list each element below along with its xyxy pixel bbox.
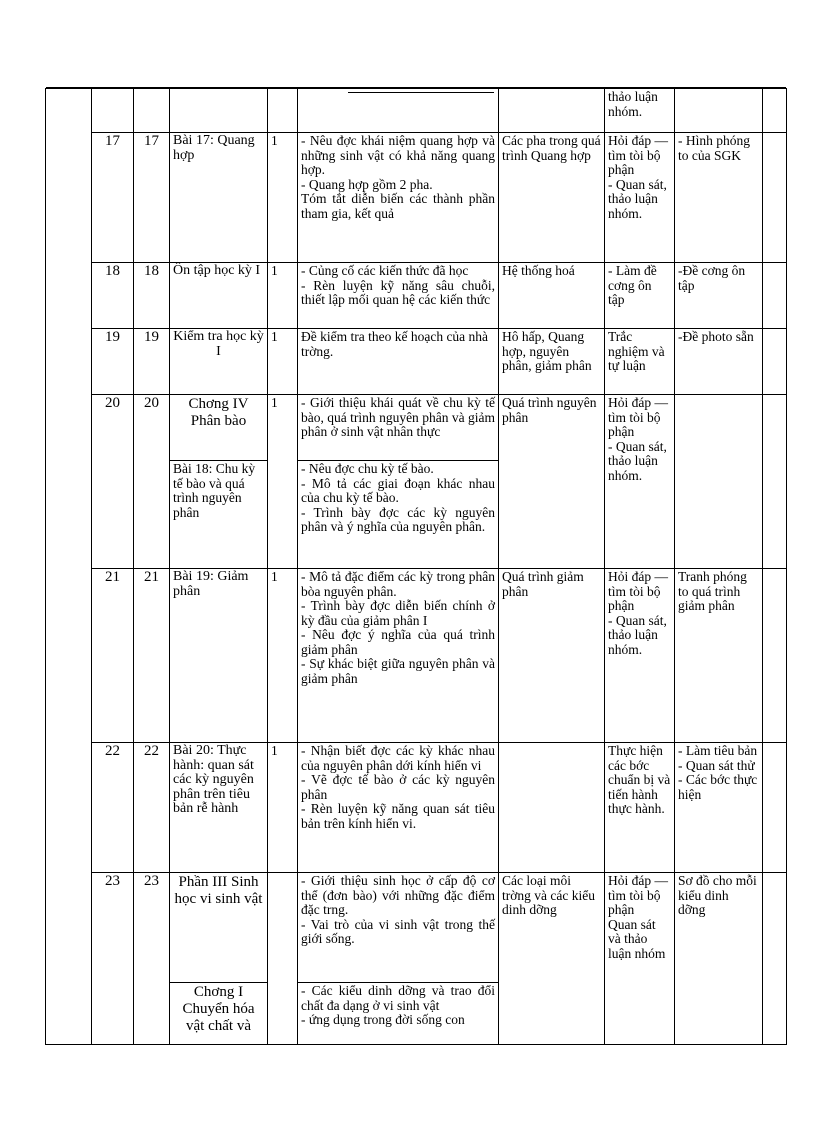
chapter-title: Chơng I Chuyển hóa vật chất và — [170, 983, 268, 1045]
materials-text: -Đề photo sẵn — [675, 329, 763, 395]
notes-cell — [763, 263, 787, 329]
week-number: 21 — [92, 569, 134, 743]
goal-line: - Củng cố các kiến thức đã học — [301, 263, 469, 278]
materials-cell — [675, 89, 763, 133]
goal-line: - Quang hợp gồm 2 pha. — [301, 176, 433, 192]
methods-cell — [605, 873, 675, 1045]
table-row — [46, 743, 787, 873]
focus-cell — [499, 89, 605, 133]
goal-line: - Giới thiệu khái quát về chu kỳ tế bào, quá trình nguyên phân và giảm phân ở sinh vật nhân thực — [301, 395, 495, 439]
goals-cell — [298, 263, 499, 329]
methods-line: - Quan sát, thảo luận nhóm. — [608, 176, 667, 221]
goal-line: - Giới thiệu sinh học ở cấp độ cơ thể (đơn bào) với những đặc điểm đặc trng. — [301, 873, 495, 917]
focus-text: Quá trình giảm phân — [499, 569, 605, 743]
materials-cell — [675, 743, 763, 873]
materials-text — [675, 395, 763, 569]
lesson-cell — [134, 89, 170, 133]
lesson-number: 18 — [134, 263, 170, 329]
notes-cell — [763, 89, 787, 133]
hours-value: 1 — [268, 263, 298, 329]
table-row — [46, 395, 787, 461]
chapter-title: Chơng IV Phân bào — [170, 395, 268, 461]
methods-line: Hỏi đáp — tìm tòi bộ phận — [608, 133, 668, 177]
methods-line: - Làm đề cơng ôn tập — [608, 263, 657, 307]
methods-cell — [605, 395, 675, 569]
goals-cell — [298, 133, 499, 263]
table-row — [46, 89, 787, 133]
goal-line: - Trình bày đợc các kỳ nguyên phân và ý nghĩa của nguyên phân. — [301, 504, 495, 534]
methods-cell — [605, 263, 675, 329]
goals-cell — [298, 569, 499, 743]
methods-cell — [605, 329, 675, 395]
goal-line: - Rèn luyện kỹ năng sâu chuỗi, thiết lập mối quan hệ các kiến thức — [301, 277, 495, 307]
goals-cell — [298, 983, 499, 1045]
goal-line: - Mô tả các giai đoạn khác nhau của chu kỳ tế bào. — [301, 475, 495, 505]
hours-value: 1 — [268, 329, 298, 395]
focus-text: Hệ thống hoá — [499, 263, 605, 329]
notes-cell — [763, 743, 787, 873]
table-row — [46, 133, 787, 263]
goal-line: - Các kiểu dinh dỡng và trao đổi chất đa dạng ở vi sinh vật — [301, 983, 495, 1013]
focus-text: Hô hấp, Quang hợp, nguyên phân, giảm phân — [499, 329, 605, 395]
goals-cell — [298, 395, 499, 461]
lesson-number: 22 — [134, 743, 170, 873]
lesson-number: 17 — [134, 133, 170, 263]
materials-text: - Hình phóng to của SGK — [675, 133, 763, 263]
goals-cell — [298, 743, 499, 873]
methods-line: Trắc nghiệm và tự luận — [608, 329, 665, 373]
focus-text — [499, 743, 605, 873]
lesson-number: 20 — [134, 395, 170, 569]
goal-line: Tóm tắt diễn biến các thành phần tham gia, kết quả — [301, 191, 495, 221]
notes-cell — [763, 329, 787, 395]
lesson-number: 19 — [134, 329, 170, 395]
methods-cell — [605, 569, 675, 743]
goal-line: - Sự khác biệt giữa nguyên phân và giảm phân — [301, 656, 495, 686]
goals-cell — [298, 461, 499, 569]
methods-line: Quan sát và thảo luận nhóm — [608, 916, 666, 961]
materials-line: - Làm tiêu bản — [678, 743, 758, 758]
hours-value: 1 — [268, 569, 298, 743]
goal-line: - Vẽ đợc tế bào ở các kỳ nguyên phân — [301, 772, 495, 802]
week-number: 22 — [92, 743, 134, 873]
week-number: 17 — [92, 133, 134, 263]
goal-line: - Mô tả đặc điểm các kỳ trong phân bòa nguyên phân. — [301, 569, 495, 599]
methods-line: thảo luận — [608, 89, 658, 104]
methods-cell — [605, 89, 675, 133]
goal-line: - Nêu đợc chu kỳ tế bào. — [301, 461, 434, 476]
week-number: 19 — [92, 329, 134, 395]
lesson-title: Bài 19: Giảm phân — [170, 569, 268, 743]
hours-cell — [268, 89, 298, 133]
methods-line: - Quan sát, thảo luận nhóm. — [608, 438, 667, 483]
table-row — [46, 873, 787, 983]
hours-value: 1 — [268, 743, 298, 873]
methods-cell — [605, 743, 675, 873]
notes-cell — [763, 873, 787, 1045]
methods-line: Thực hiện các bớc chuẩn bị và tiến hành thực hành. — [608, 743, 671, 816]
week-number: 23 — [92, 873, 134, 1045]
lesson-title: Bài 18: Chu kỳ tế bào và quá trình nguyên phân — [170, 461, 268, 569]
lesson-number: 23 — [134, 873, 170, 1045]
margin-cell — [46, 89, 92, 1045]
part-title: Phần III Sinh học vi sinh vật — [170, 873, 268, 983]
materials-text: Sơ đồ cho mỗi kiểu dinh dỡng — [675, 873, 763, 1045]
focus-text: Quá trình nguyên phân — [499, 395, 605, 569]
lesson-number: 21 — [134, 569, 170, 743]
notes-cell — [763, 395, 787, 569]
materials-text: Tranh phóng to quá trình giảm phân — [675, 569, 763, 743]
materials-text: -Đề cơng ôn tập — [675, 263, 763, 329]
table-row — [46, 569, 787, 743]
goals-cell — [298, 329, 499, 395]
goal-line: - Nêu đợc ý nghĩa của quá trình giảm phân — [301, 627, 495, 657]
hours-value: 1 — [268, 395, 298, 569]
methods-line: Hỏi đáp — tìm tòi bộ phận — [608, 873, 668, 917]
methods-line: Hỏi đáp — tìm tòi bộ phận — [608, 395, 668, 439]
week-cell — [92, 89, 134, 133]
goal-line: - Rèn luyện kỹ năng quan sát tiêu bản trên kính hiển vi. — [301, 801, 495, 831]
title-cell — [170, 89, 268, 133]
hours-value — [268, 873, 298, 1045]
goal-line: - ứng dụng trong đời sống con — [301, 1012, 465, 1027]
goal-line: - Nhận biết đợc các kỳ khác nhau của nguyên phân dới kính hiển vi — [301, 743, 495, 773]
goal-line: Đề kiểm tra theo kế hoạch của nhà trờng. — [301, 329, 489, 359]
table-row — [46, 329, 787, 395]
table-row — [46, 263, 787, 329]
goals-cell — [298, 873, 499, 983]
materials-line: - Các bớc thực hiện — [678, 772, 758, 802]
lesson-title: Bài 17: Quang hợp — [170, 133, 268, 263]
lesson-plan-table — [45, 88, 787, 1045]
focus-text: Các pha trong quá trình Quang hợp — [499, 133, 605, 263]
methods-line: nhóm. — [608, 103, 643, 119]
hours-value: 1 — [268, 133, 298, 263]
goal-line: - Trình bày đợc diễn biến chính ở kỳ đầu của giảm phân I — [301, 598, 495, 628]
methods-line: - Quan sát, thảo luận nhóm. — [608, 612, 667, 657]
lesson-title: Ôn tập học kỳ I — [170, 263, 268, 329]
notes-cell — [763, 569, 787, 743]
goal-line: - Vai trò của vi sinh vật trong thế giới sống. — [301, 916, 495, 946]
goal-line: - Nêu đợc khái niệm quang hợp và những sinh vật có khả năng quang hợp. — [301, 133, 495, 177]
notes-cell — [763, 133, 787, 263]
lesson-title: Kiểm tra học kỳ I — [170, 329, 268, 395]
lesson-title: Bài 20: Thực hành: quan sát các kỳ nguyên phân trên tiêu bản rễ hành — [170, 743, 268, 873]
week-number: 18 — [92, 263, 134, 329]
focus-text: Các loại môi trờng và các kiểu dinh dỡng — [499, 873, 605, 1045]
week-number: 20 — [92, 395, 134, 569]
methods-line: Hỏi đáp — tìm tòi bộ phận — [608, 569, 668, 613]
goals-cell — [298, 89, 499, 133]
materials-line: - Quan sát thử — [678, 757, 755, 773]
methods-cell — [605, 133, 675, 263]
